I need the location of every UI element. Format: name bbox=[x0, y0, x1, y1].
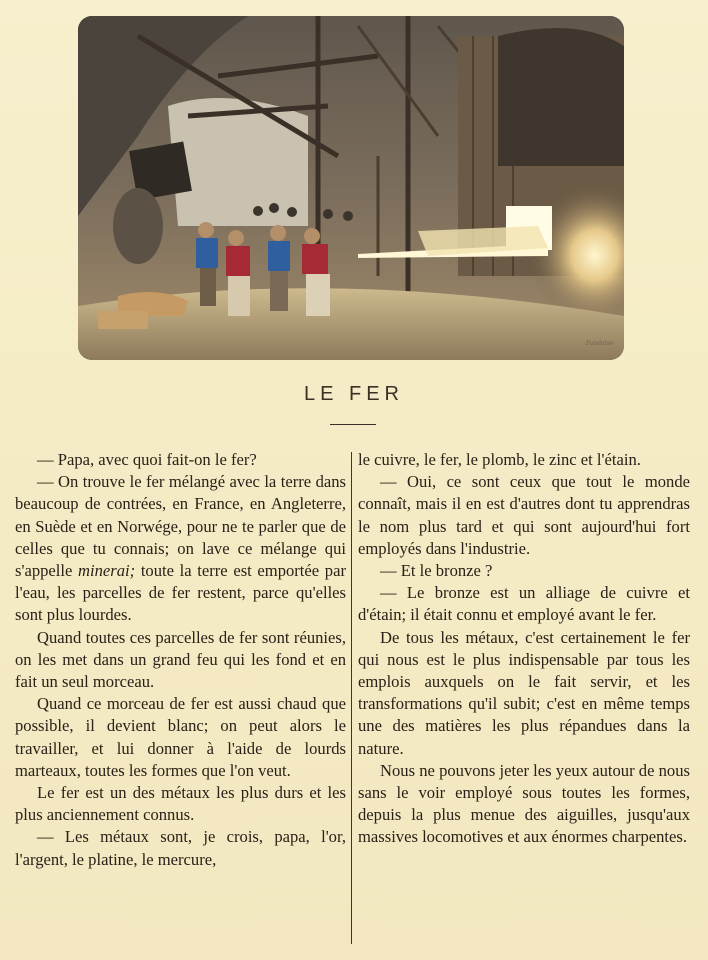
paragraph: De tous les métaux, c'est certainement le fer qui nous est le plus indispensable par tous les emplois auxquels on le fait servir, et les transformations qu'il subit; c'est en même temps une des matières les plus répandues dans la nature. bbox=[358, 627, 690, 758]
paragraph: — Et le bronze ? bbox=[380, 561, 493, 581]
paragraph: Le fer est un des métaux les plus durs et les plus anciennement connus. bbox=[15, 783, 346, 825]
paragraph: — Le bronze est un alliage de cuivre et d'étain; il était connu et employé avant le fer. bbox=[358, 583, 690, 625]
paragraph: Quand ce morceau de fer est aussi chaud que possible, il devient blanc; on peut alors le travailler, et lui donner à l'aide de lourds marteaux, toutes les formes que l'on veut. bbox=[15, 694, 346, 780]
left-column bbox=[15, 449, 346, 871]
paragraph bbox=[15, 471, 346, 626]
column-divider bbox=[351, 452, 352, 944]
title-rule bbox=[330, 424, 376, 425]
paragraph: — Les métaux sont, je crois, papa, l'or, l'argent, le platine, le mercure, bbox=[15, 827, 346, 869]
paragraph: le cuivre, le fer, le plomb, le zinc et l'étain. bbox=[358, 450, 641, 469]
paragraph: — Oui, ce sont ceux que tout le monde connaît, mais il en est d'autres dont tu apprendras le nom plus tard et qui sont aujourd'hui fort employés dans l'industrie. bbox=[358, 472, 690, 558]
engraver-signature: Fandaise bbox=[586, 340, 614, 347]
emphasis-term: minerai; bbox=[78, 561, 136, 581]
paragraph-text: toute la terre est emportée par l'eau, les parcelles de fer restent, parce qu'elles sont plus lourdes. bbox=[15, 561, 346, 625]
right-column bbox=[358, 449, 690, 849]
paragraph: Nous ne pouvons jeter les yeux autour de nous sans le voir employé sous toutes les formes, depuis la plus menue des aiguilles, jusqu'aux massives locomotives et aux énormes charpentes. bbox=[358, 760, 690, 847]
paragraph-text: — On trouve le fer mélangé avec la terre dans beaucoup de contrées, en France, en Angleterre, en Suède et en Norwége, pour ne te parler que de celles que tu connais; on lave ce mélange qui s'appelle bbox=[15, 472, 346, 581]
paragraph: — Papa, avec quoi fait-on le fer? bbox=[37, 450, 257, 469]
page-title: LE FER bbox=[303, 383, 405, 405]
forge-illustration bbox=[78, 16, 624, 360]
paragraph: Quand toutes ces parcelles de fer sont réunies, on les met dans un grand feu qui les fond et en fait un seul morceau. bbox=[15, 627, 346, 692]
